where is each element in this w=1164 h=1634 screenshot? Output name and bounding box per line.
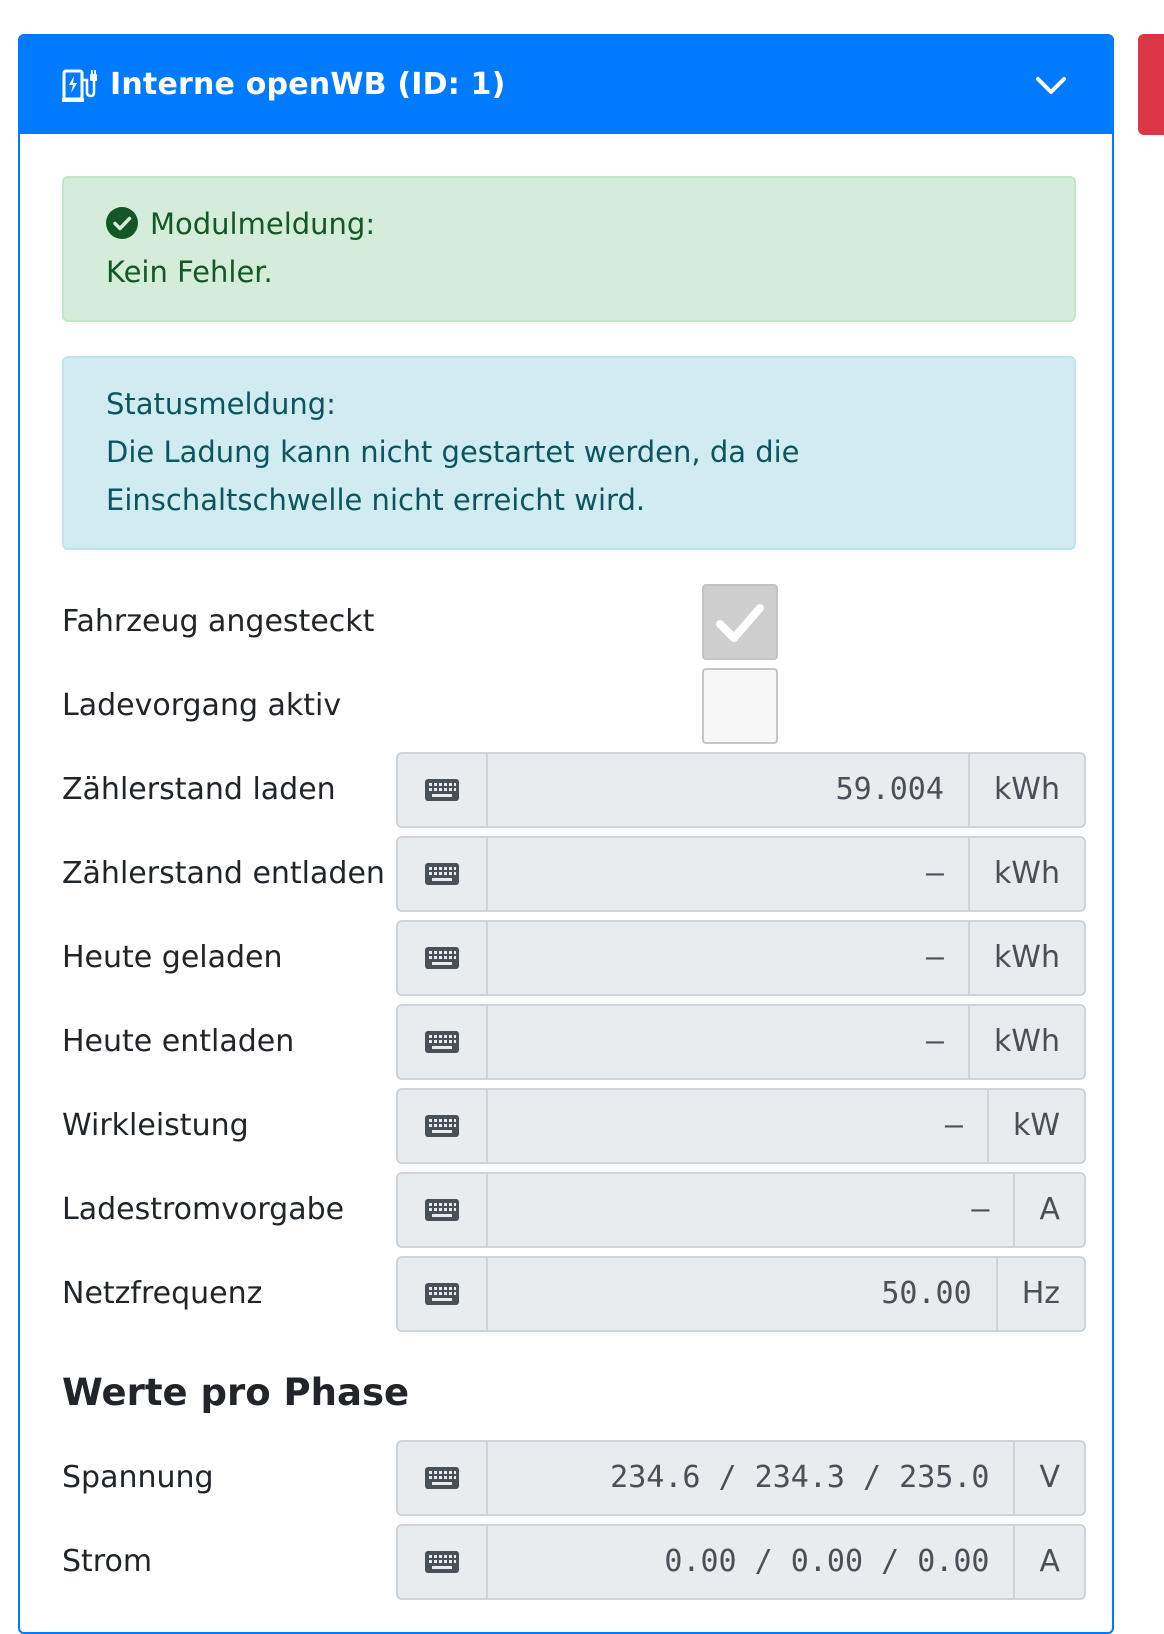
- field-value: 0.00 / 0.00 / 0.00: [664, 1544, 990, 1579]
- module-message-text: Kein Fehler.: [106, 255, 273, 289]
- field-unit: kWh: [968, 754, 1084, 826]
- keyboard-icon-container: [398, 754, 488, 826]
- chevron-down-icon[interactable]: [1034, 72, 1068, 98]
- field-label: Heute entladen: [62, 1024, 295, 1059]
- keyboard-icon-container: [398, 838, 488, 910]
- field-label: Heute geladen: [62, 940, 283, 975]
- meter-charge-input[interactable]: [396, 752, 1086, 828]
- keyboard-icon: [424, 862, 460, 886]
- field-label: Zählerstand entladen: [62, 856, 385, 891]
- module-message-alert: [62, 176, 1076, 322]
- field-label: Zählerstand laden: [62, 772, 336, 807]
- keyboard-icon-container: [398, 1090, 488, 1162]
- current-input[interactable]: [396, 1524, 1086, 1600]
- keyboard-icon: [424, 1114, 460, 1138]
- active-power-input[interactable]: [396, 1088, 1086, 1164]
- field-label: Strom: [62, 1544, 153, 1579]
- vehicle-plugged-checkbox[interactable]: [702, 584, 778, 660]
- keyboard-icon: [424, 1466, 460, 1490]
- field-unit: Hz: [996, 1258, 1084, 1330]
- field-value: –: [971, 1192, 990, 1227]
- field-label: Netzfrequenz: [62, 1276, 263, 1311]
- field-unit: kWh: [968, 838, 1084, 910]
- status-message-line2: Einschaltschwelle nicht erreicht wird.: [106, 483, 646, 517]
- module-message-label: Modulmeldung:: [150, 207, 376, 241]
- keyboard-icon: [424, 1550, 460, 1574]
- keyboard-icon: [424, 1282, 460, 1306]
- check-circle-icon: [106, 207, 138, 239]
- field-value: –: [944, 1108, 963, 1143]
- today-discharged-input[interactable]: [396, 1004, 1086, 1080]
- field-value: 59.004: [835, 772, 944, 807]
- field-unit: kW: [987, 1090, 1084, 1162]
- today-charged-input[interactable]: [396, 920, 1086, 996]
- voltage-input[interactable]: [396, 1440, 1086, 1516]
- field-unit: A: [1013, 1174, 1084, 1246]
- field-value: 50.00: [881, 1276, 972, 1311]
- keyboard-icon-container: [398, 1006, 488, 1078]
- charge-current-input[interactable]: [396, 1172, 1086, 1248]
- keyboard-icon-container: [398, 922, 488, 994]
- field-unit: kWh: [968, 922, 1084, 994]
- field-label: Wirkleistung: [62, 1108, 249, 1143]
- keyboard-icon: [424, 1198, 460, 1222]
- card-title: Interne openWB (ID: 1): [110, 67, 506, 102]
- keyboard-icon: [424, 1030, 460, 1054]
- adjacent-card-header[interactable]: [1138, 34, 1164, 135]
- field-value: –: [925, 940, 944, 975]
- chargepoint-card: [18, 34, 1114, 1634]
- charging-active-label: Ladevorgang aktiv: [62, 688, 342, 723]
- charging-active-checkbox[interactable]: [702, 668, 778, 744]
- grid-frequency-input[interactable]: [396, 1256, 1086, 1332]
- field-value: –: [925, 856, 944, 891]
- status-message-label: Statusmeldung:: [106, 387, 336, 421]
- field-value: –: [925, 1024, 944, 1059]
- field-label: Ladestromvorgabe: [62, 1192, 345, 1227]
- keyboard-icon-container: [398, 1174, 488, 1246]
- field-value: 234.6 / 234.3 / 235.0: [610, 1460, 990, 1495]
- field-unit: A: [1013, 1526, 1084, 1598]
- vehicle-plugged-label: Fahrzeug angesteckt: [62, 604, 375, 639]
- keyboard-icon-container: [398, 1442, 488, 1514]
- charging-station-icon: [62, 68, 98, 102]
- checkmark-icon: [704, 586, 776, 658]
- keyboard-icon: [424, 946, 460, 970]
- status-message-alert: [62, 356, 1076, 550]
- field-unit: kWh: [968, 1006, 1084, 1078]
- keyboard-icon-container: [398, 1258, 488, 1330]
- field-label: Spannung: [62, 1460, 214, 1495]
- status-message-line1: Die Ladung kann nicht gestartet werden, da die: [106, 435, 800, 469]
- card-header[interactable]: [20, 36, 1112, 134]
- field-unit: V: [1013, 1442, 1084, 1514]
- keyboard-icon-container: [398, 1526, 488, 1598]
- keyboard-icon: [424, 778, 460, 802]
- phase-section-title: Werte pro Phase: [62, 1371, 410, 1414]
- meter-discharge-input[interactable]: [396, 836, 1086, 912]
